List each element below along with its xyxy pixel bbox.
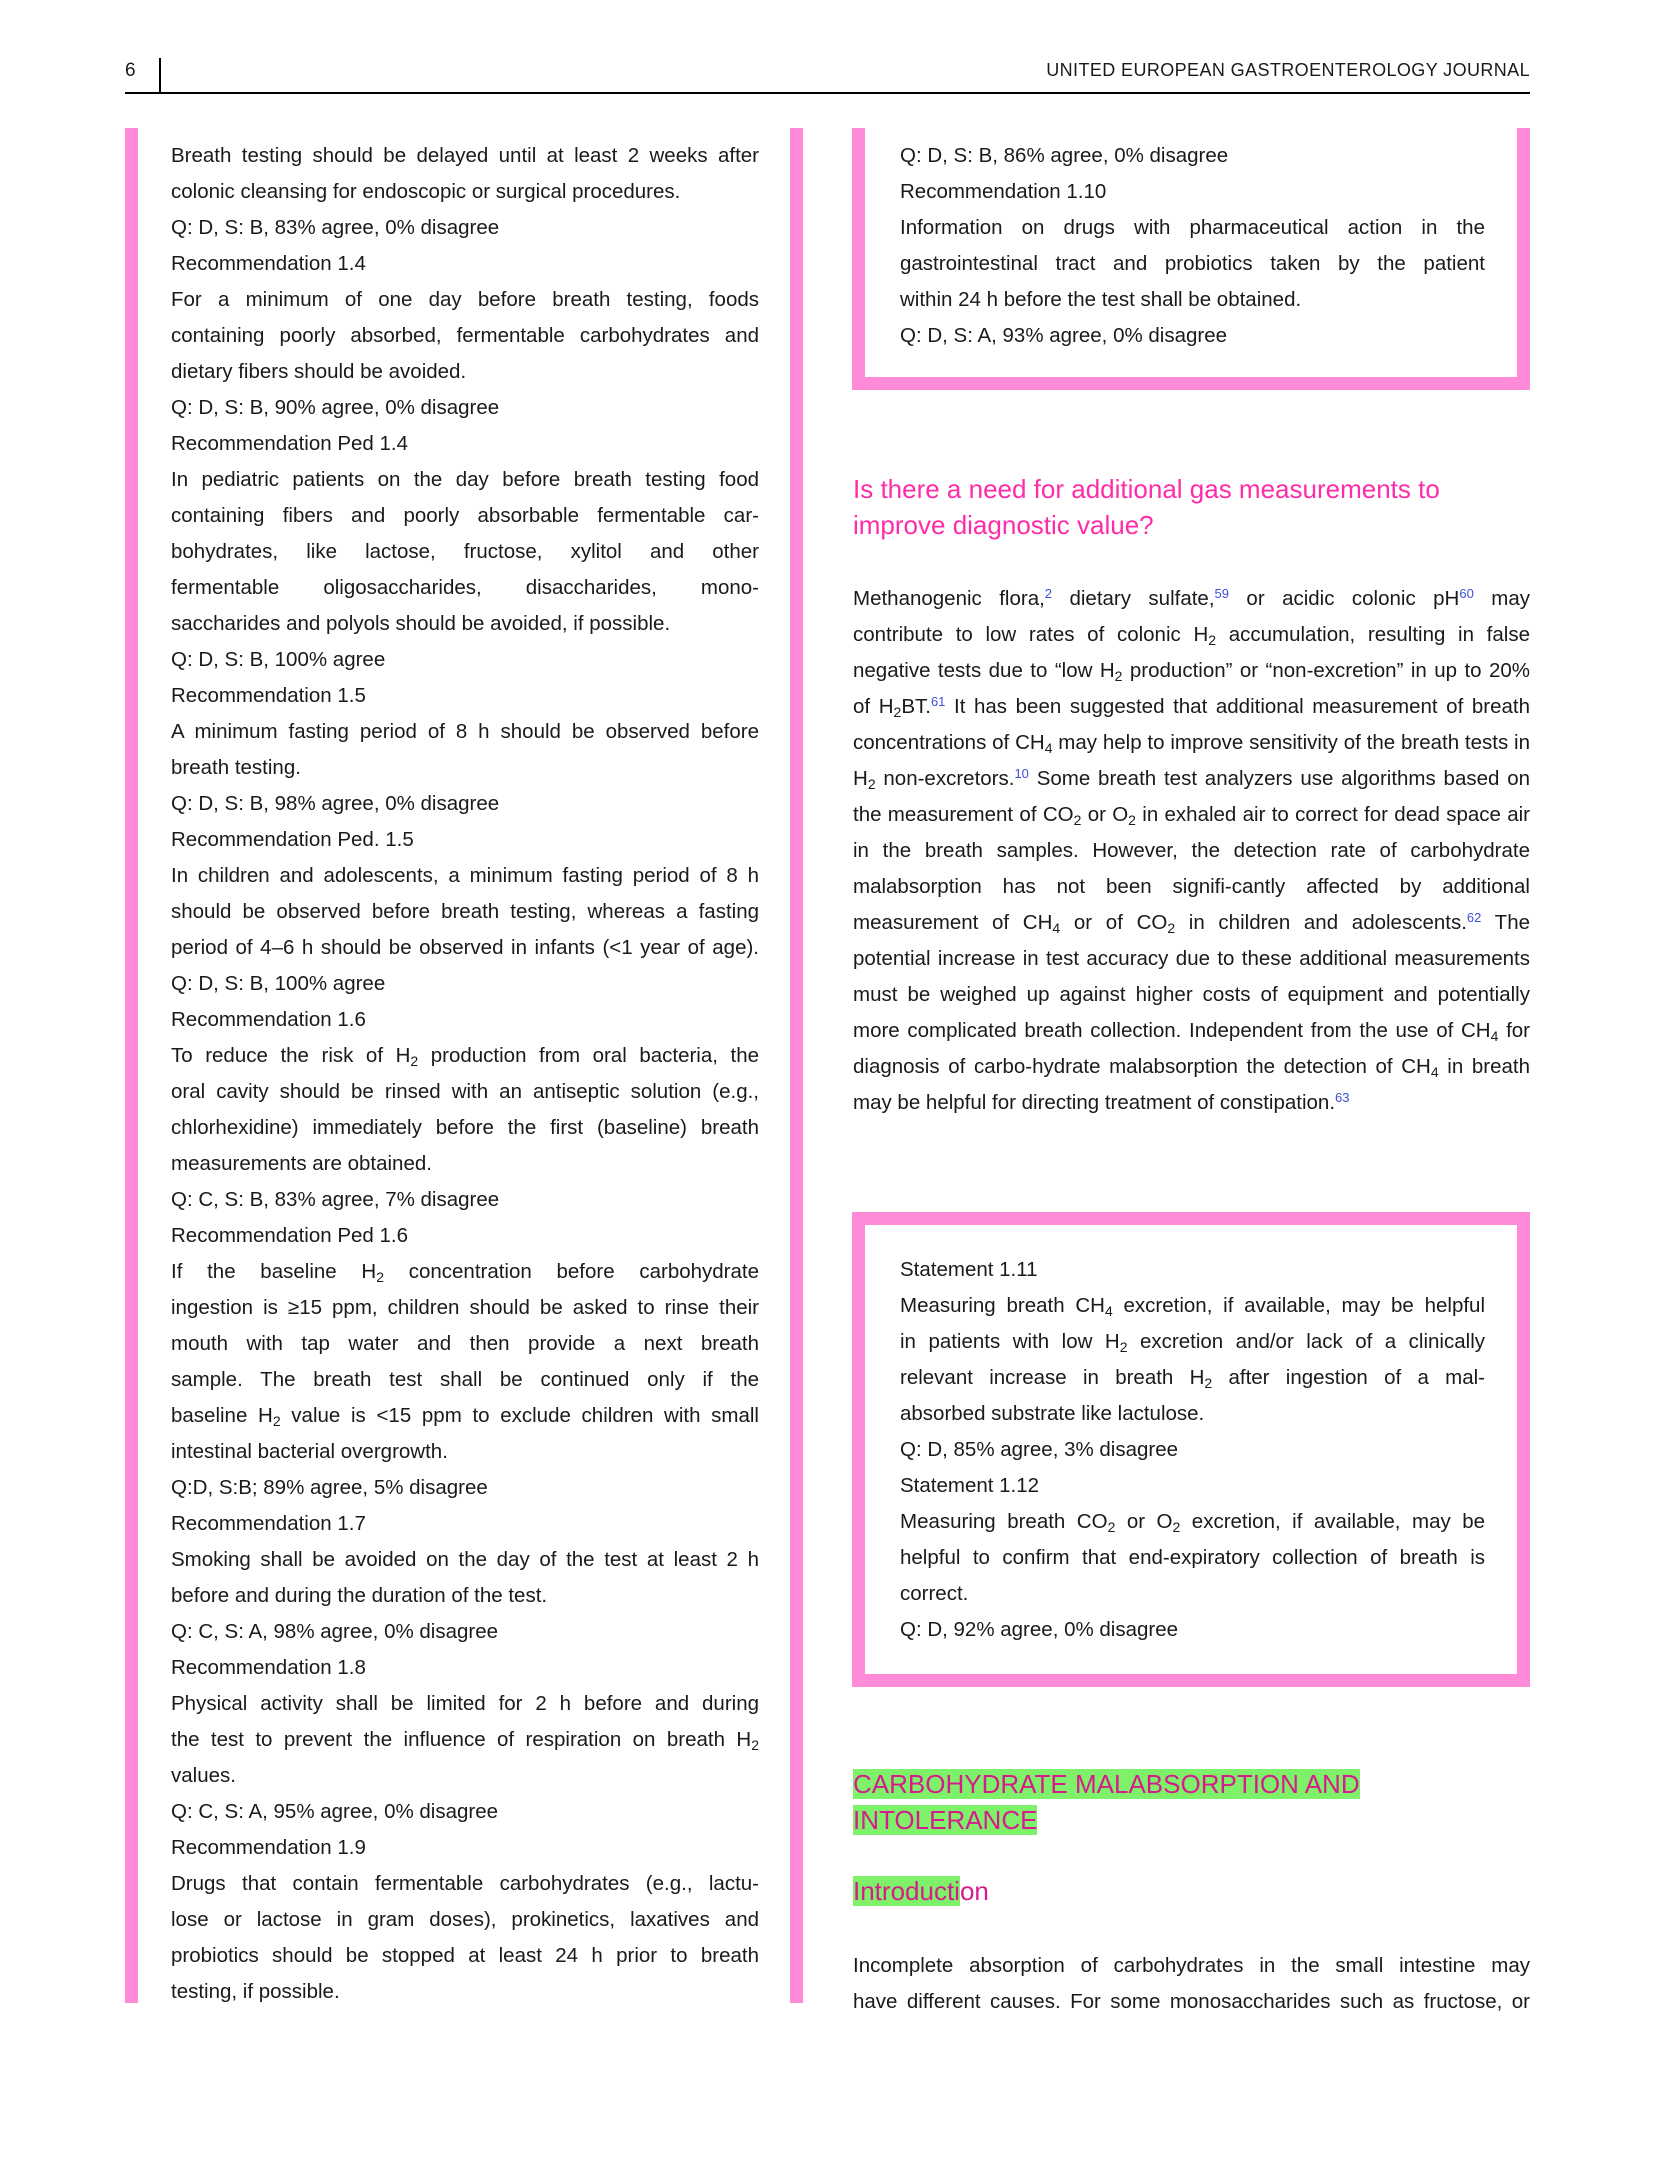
citation: 60 [1459,586,1474,601]
left-box-line: chlorhexidine) immediately before the first (baseline) breath [171,1116,759,1139]
statement-box-line: Q: D, 85% agree, 3% disagree [900,1438,1179,1461]
statement-box-line: correct. [900,1582,969,1605]
left-box-line: fermentable oligosaccharides, disaccharides, mono- [171,576,759,599]
left-box-line: dietary fibers should be avoided. [171,360,467,383]
left-box-line: Q: C, S: A, 98% agree, 0% disagree [171,1620,499,1643]
left-box-line: Q: D, S: B, 100% agree [171,648,386,671]
left-box-line: mouth with tap water and then provide a next breath [171,1332,759,1355]
left-box-line: oral cavity should be rinsed with an antiseptic solution (e.g., [171,1080,759,1103]
left-box-line: measurements are obtained. [171,1152,432,1175]
left-box-line: Recommendation 1.6 [171,1008,366,1031]
introduction-paragraph: Incomplete absorption of carbohydrates in the small intestine may have different causes. For some monosaccharides such as fructose, or [853,1954,1530,2013]
gas-section-heading: Is there a need for additional gas measurements to improve diagnostic value? [853,474,1440,540]
left-box-line: Q: C, S: A, 95% agree, 0% disagree [171,1800,499,1823]
left-box-line: A minimum fasting period of 8 h should be observed before [171,720,759,743]
left-box-line: intestinal bacterial overgrowth. [171,1440,448,1463]
right-box-line: Q: D, S: B, 86% agree, 0% disagree [900,144,1229,167]
statements-text [900,1252,1485,1648]
left-box-line: Recommendation 1.7 [171,1512,366,1535]
left-box-line: In children and adolescents, a minimum fasting period of 8 h [171,864,759,887]
left-box-line: sample. The breath test shall be continued only if the [171,1368,759,1391]
left-box-line: Recommendation Ped 1.4 [171,432,409,455]
left-box-line: the test to prevent the influence of respiration on breath $H_2$ [171,1728,759,1753]
left-box-line: Physical activity shall be limited for 2 h before and during [171,1692,759,1715]
right-box-line: Recommendation 1.10 [900,180,1107,203]
left-box-line: Recommendation 1.5 [171,684,366,707]
left-box-line: Smoking shall be avoided on the day of the test at least 2 h [171,1548,759,1571]
recommendations-text-left [171,138,759,2010]
header-divider [159,58,161,92]
citation: 63 [1335,1090,1350,1105]
statement-box-line: Measuring breath $CO_2$ or $O_2$ excretion, if available, may be [900,1510,1486,1535]
left-box-line: should be observed before breath testing, whereas a fasting [171,900,759,923]
left-box-line: period of 4–6 h should be observed in infants (<1 year of age). [171,936,759,959]
page-header [125,58,1530,94]
left-box-line: To reduce the risk of $H_2$ production from oral bacteria, the [171,1044,759,1069]
left-box-line: containing fibers and poorly absorbable fermentable car- [171,504,759,527]
heading-line-2: INTOLERANCE [853,1805,1038,1835]
statement-box-line: relevant increase in breath $H_2$ after ingestion of a mal- [900,1366,1485,1391]
citation: 61 [930,694,946,709]
left-box-line: containing poorly absorbed, fermentable carbohydrates and [171,324,759,347]
page-number: 6 [125,60,136,81]
left-box-line: Recommendation 1.4 [171,252,366,275]
statement-box-line: absorbed substrate like lactulose. [900,1402,1205,1425]
statement-box-line: Statement 1.11 [900,1258,1038,1281]
left-box-line: breath testing. [171,756,301,779]
left-box-line: In pediatric patients on the day before breath testing food [171,468,759,491]
left-box-line: Recommendation 1.9 [171,1836,366,1859]
citation: 2 [1044,586,1053,601]
left-box-line: before and during the duration of the test. [171,1584,548,1607]
citation: 62 [1466,910,1482,925]
left-box-line: baseline $H_2$ value is <15 ppm to exclude children with small [171,1404,759,1429]
recommendations-text-right [900,138,1485,354]
left-box-line: If the baseline $H_2$ concentration before carbohydrate [171,1260,759,1285]
left-box-line: Q: D, S: B, 100% agree [171,972,386,995]
citation: 59 [1214,586,1229,601]
left-box-line: ingestion is ≥15 ppm, children should be asked to rinse their [171,1296,759,1319]
carbohydrate-section-heading [853,1766,1533,1838]
left-box-line: Q: D, S: B, 83% agree, 0% disagree [171,216,500,239]
left-box-line: For a minimum of one day before breath testing, foods [171,288,759,311]
left-box-line: Q: C, S: B, 83% agree, 7% disagree [171,1188,500,1211]
left-box-line: Recommendation Ped 1.6 [171,1224,409,1247]
introduction-heading: Introduction [853,1876,989,1906]
statement-box-line: Q: D, 92% agree, 0% disagree [900,1618,1179,1641]
left-box-line: Breath testing should be delayed until at least 2 weeks after [171,144,759,167]
left-box-line: Q: D, S: B, 90% agree, 0% disagree [171,396,500,419]
left-box-line: Q:D, S:B; 89% agree, 5% disagree [171,1476,488,1499]
journal-title: UNITED EUROPEAN GASTROENTEROLOGY JOURNAL [1046,60,1530,80]
left-box-line: Recommendation 1.8 [171,1656,366,1679]
left-box-line: bohydrates, like lactose, fructose, xylitol and other [171,540,759,563]
citation: 10 [1014,766,1029,781]
left-box-line: Q: D, S: B, 98% agree, 0% disagree [171,792,500,815]
left-box-line: values. [171,1764,236,1787]
statement-box-line: in patients with low $H_2$ excretion and/or lack of a clinically [900,1330,1485,1355]
statement-box-line: helpful to confirm that end-expiratory collection of breath is [900,1546,1485,1569]
left-box-line: saccharides and polyols should be avoided, if possible. [171,612,671,635]
statement-box-line: Measuring breath $CH_4$ excretion, if available, may be helpful [900,1294,1485,1319]
left-box-line: Drugs that contain fermentable carbohydrates (e.g., lactu- [171,1872,759,1895]
right-box-line: within 24 h before the test shall be obtained. [900,288,1302,311]
right-box-line: Information on drugs with pharmaceutical action in the [900,216,1485,239]
left-box-line: lose or lactose in gram doses), prokinetics, laxatives and [171,1908,759,1931]
right-box-line: gastrointestinal tract and probiotics taken by the patient [900,252,1485,275]
left-box-line: probiotics should be stopped at least 24 h prior to breath [171,1944,759,1967]
heading-line-1: CARBOHYDRATE MALABSORPTION AND [853,1769,1360,1799]
left-box-line: Recommendation Ped. 1.5 [171,828,414,851]
gas-section-paragraph: Methanogenic flora,$^2$ dietary sulfate,$^{59}$ or acidic colonic $pH^{60}$ may contribute to low rates of colonic $H_2$ accumulation, resulting in false negative tests due to “low $H_2$ production” or “non-excretion” in up to 20% of $H_2BT.^{61}$ It has been suggested that additional measurement of breath concentrations of $CH_4$ may help to improve sensitivity of the breath tests in $H_2$ non-excretors.$^{10}$ Some breath test analyzers use algorithms based on the measurement of $CO_2$ or $O_2$ in exhaled air to correct for dead space air in the breath samples. However, the detection rate of carbohydrate malabsorption has not been signifi-cantly affected by additional measurement of $CH_4$ or of $CO_2$ in children and adolescents.$^{62}$ The potential increase in test accuracy due to these additional measurements must be weighed up against higher costs of equipment and potentially more complicated breath collection. Independent from the use of $CH_4$ for diagnosis of carbo-hydrate malabsorption the detection of $CH_4$ in breath may be helpful for directing treatment of constipation.$^{63}$ [853,586,1531,1114]
left-box-line: colonic cleansing for endoscopic or surgical procedures. [171,180,681,203]
left-box-line: testing, if possible. [171,1980,340,2003]
right-box-line: Q: D, S: A, 93% agree, 0% disagree [900,324,1228,347]
statement-box-line: Statement 1.12 [900,1474,1040,1497]
